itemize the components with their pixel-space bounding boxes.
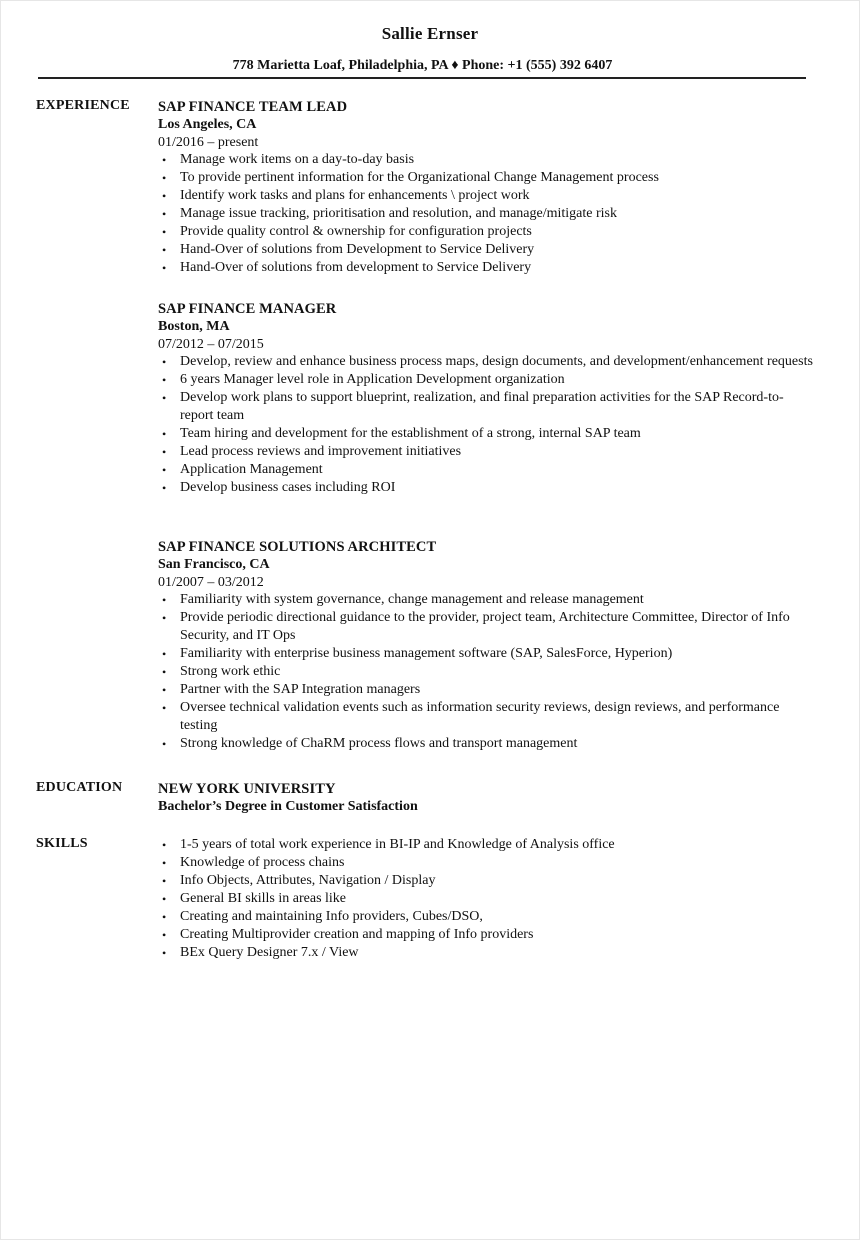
list-item: • Application Management [162,462,323,477]
bullet-icon: • [162,373,167,387]
list-item: • Creating Multiprovider creation and mapping of Info providers [162,927,534,942]
bullet-icon: • [162,910,167,924]
bullet-icon: • [162,701,167,715]
contact-line [0,58,845,74]
education-entry [158,780,813,816]
bullet-icon: • [162,593,167,607]
bullet-icon: • [162,856,167,870]
bullet-icon: • [162,665,167,679]
job-entry [158,300,813,497]
resume-name: Sallie Ernser [381,24,479,43]
list-item: • Familiarity with enterprise business management software (SAP, SalesForce, Hyperion) [162,646,673,661]
bullet-icon: • [162,261,167,275]
bullet-icon: • [162,838,167,852]
list-item: • Manage issue tracking, prioritisation and resolution, and manage/mitigate risk [162,206,618,221]
bullet-icon: • [162,647,167,661]
list-item: • Info Objects, Attributes, Navigation / Display [162,873,436,888]
list-item: • To provide pertinent information for the Organizational Change Management process [162,170,659,185]
bullet-icon: • [162,737,167,751]
list-item: • Develop business cases including ROI [162,480,396,495]
phone: Phone: +1 (555) 392 6407 [462,58,613,73]
list-item: • Strong work ethic [162,664,281,679]
job-title: SAP FINANCE TEAM LEAD [158,99,348,115]
list-item: • Hand-Over of solutions from development to Service Delivery [162,260,532,275]
list-item: • Strong knowledge of ChaRM process flows and transport management [162,736,578,751]
bullet-icon: • [162,153,167,167]
bullet-icon: • [162,427,167,441]
list-item: • Hand-Over of solutions from Development to Service Delivery [162,242,535,257]
list-item: • Partner with the SAP Integration managers [162,682,421,697]
job-location: Los Angeles, CA [158,117,257,132]
list-item: • Manage work items on a day-to-day basis [162,152,415,167]
bullet-icon: • [162,928,167,942]
job-entry [158,538,813,753]
bullet-icon: • [162,611,167,625]
bullet-icon: • [162,481,167,495]
list-item: • Familiarity with system governance, change management and release management [162,592,644,607]
address: 778 Marietta Loaf, Philadelphia, PA [232,58,448,73]
list-item: • Identify work tasks and plans for enhancements \ project work [162,188,530,203]
section-label-skills: SKILLS [36,836,88,851]
job-location: San Francisco, CA [158,557,270,572]
section-label-experience: EXPERIENCE [36,98,130,113]
list-item: • Knowledge of process chains [162,855,345,870]
degree: Bachelor’s Degree in Customer Satisfaction [158,799,418,814]
list-item: • General BI skills in areas like [162,891,347,906]
separator-diamond: ♦ [451,58,459,73]
list-item: • Provide periodic directional guidance to the provider, project team, Architecture Committee, Director of Info Security, and IT Ops [162,610,790,643]
job-entry [158,98,813,277]
job-location: Boston, MA [158,319,230,334]
bullet-icon: • [162,445,167,459]
section-label-education: EDUCATION [36,780,123,795]
bullet-icon: • [162,463,167,477]
bullet-icon: • [162,171,167,185]
bullet-icon: • [162,189,167,203]
list-item: • 6 years Manager level role in Application Development organization [162,372,565,387]
list-item: • Develop, review and enhance business process maps, design documents, and development/enhancement requests [162,354,813,369]
list-item: • BEx Query Designer 7.x / View [162,945,359,960]
bullet-icon: • [162,683,167,697]
list-item: • Creating and maintaining Info providers, Cubes/DSO, [162,909,483,924]
list-item: • Lead process reviews and improvement initiatives [162,444,462,459]
skills-entry [158,836,813,962]
job-dates: 01/2007 – 03/2012 [158,575,264,590]
job-title: SAP FINANCE MANAGER [158,301,337,317]
job-dates: 01/2016 – present [158,135,259,150]
job-bullets [158,591,813,753]
bullet-icon: • [162,225,167,239]
bullet-icon: • [162,207,167,221]
list-item: • Oversee technical validation events such as information security reviews, design reviews, and performance testing [162,700,780,733]
school-name: NEW YORK UNIVERSITY [158,781,336,797]
bullet-icon: • [162,355,167,369]
bullet-icon: • [162,243,167,257]
list-item: • Develop work plans to support blueprint, realization, and final preparation activities for the SAP Record-to-report team [162,390,784,423]
bullet-icon: • [162,874,167,888]
bullet-icon: • [162,892,167,906]
job-bullets [158,353,813,497]
job-bullets [158,151,813,277]
skills-list [158,836,813,962]
header-divider [38,77,806,79]
job-title: SAP FINANCE SOLUTIONS ARCHITECT [158,539,437,555]
bullet-icon: • [162,946,167,960]
list-item: • Team hiring and development for the establishment of a strong, internal SAP team [162,426,641,441]
bullet-icon: • [162,391,167,405]
job-dates: 07/2012 – 07/2015 [158,337,264,352]
list-item: • Provide quality control & ownership for configuration projects [162,224,532,239]
list-item: • 1-5 years of total work experience in BI-IP and Knowledge of Analysis office [162,837,615,852]
